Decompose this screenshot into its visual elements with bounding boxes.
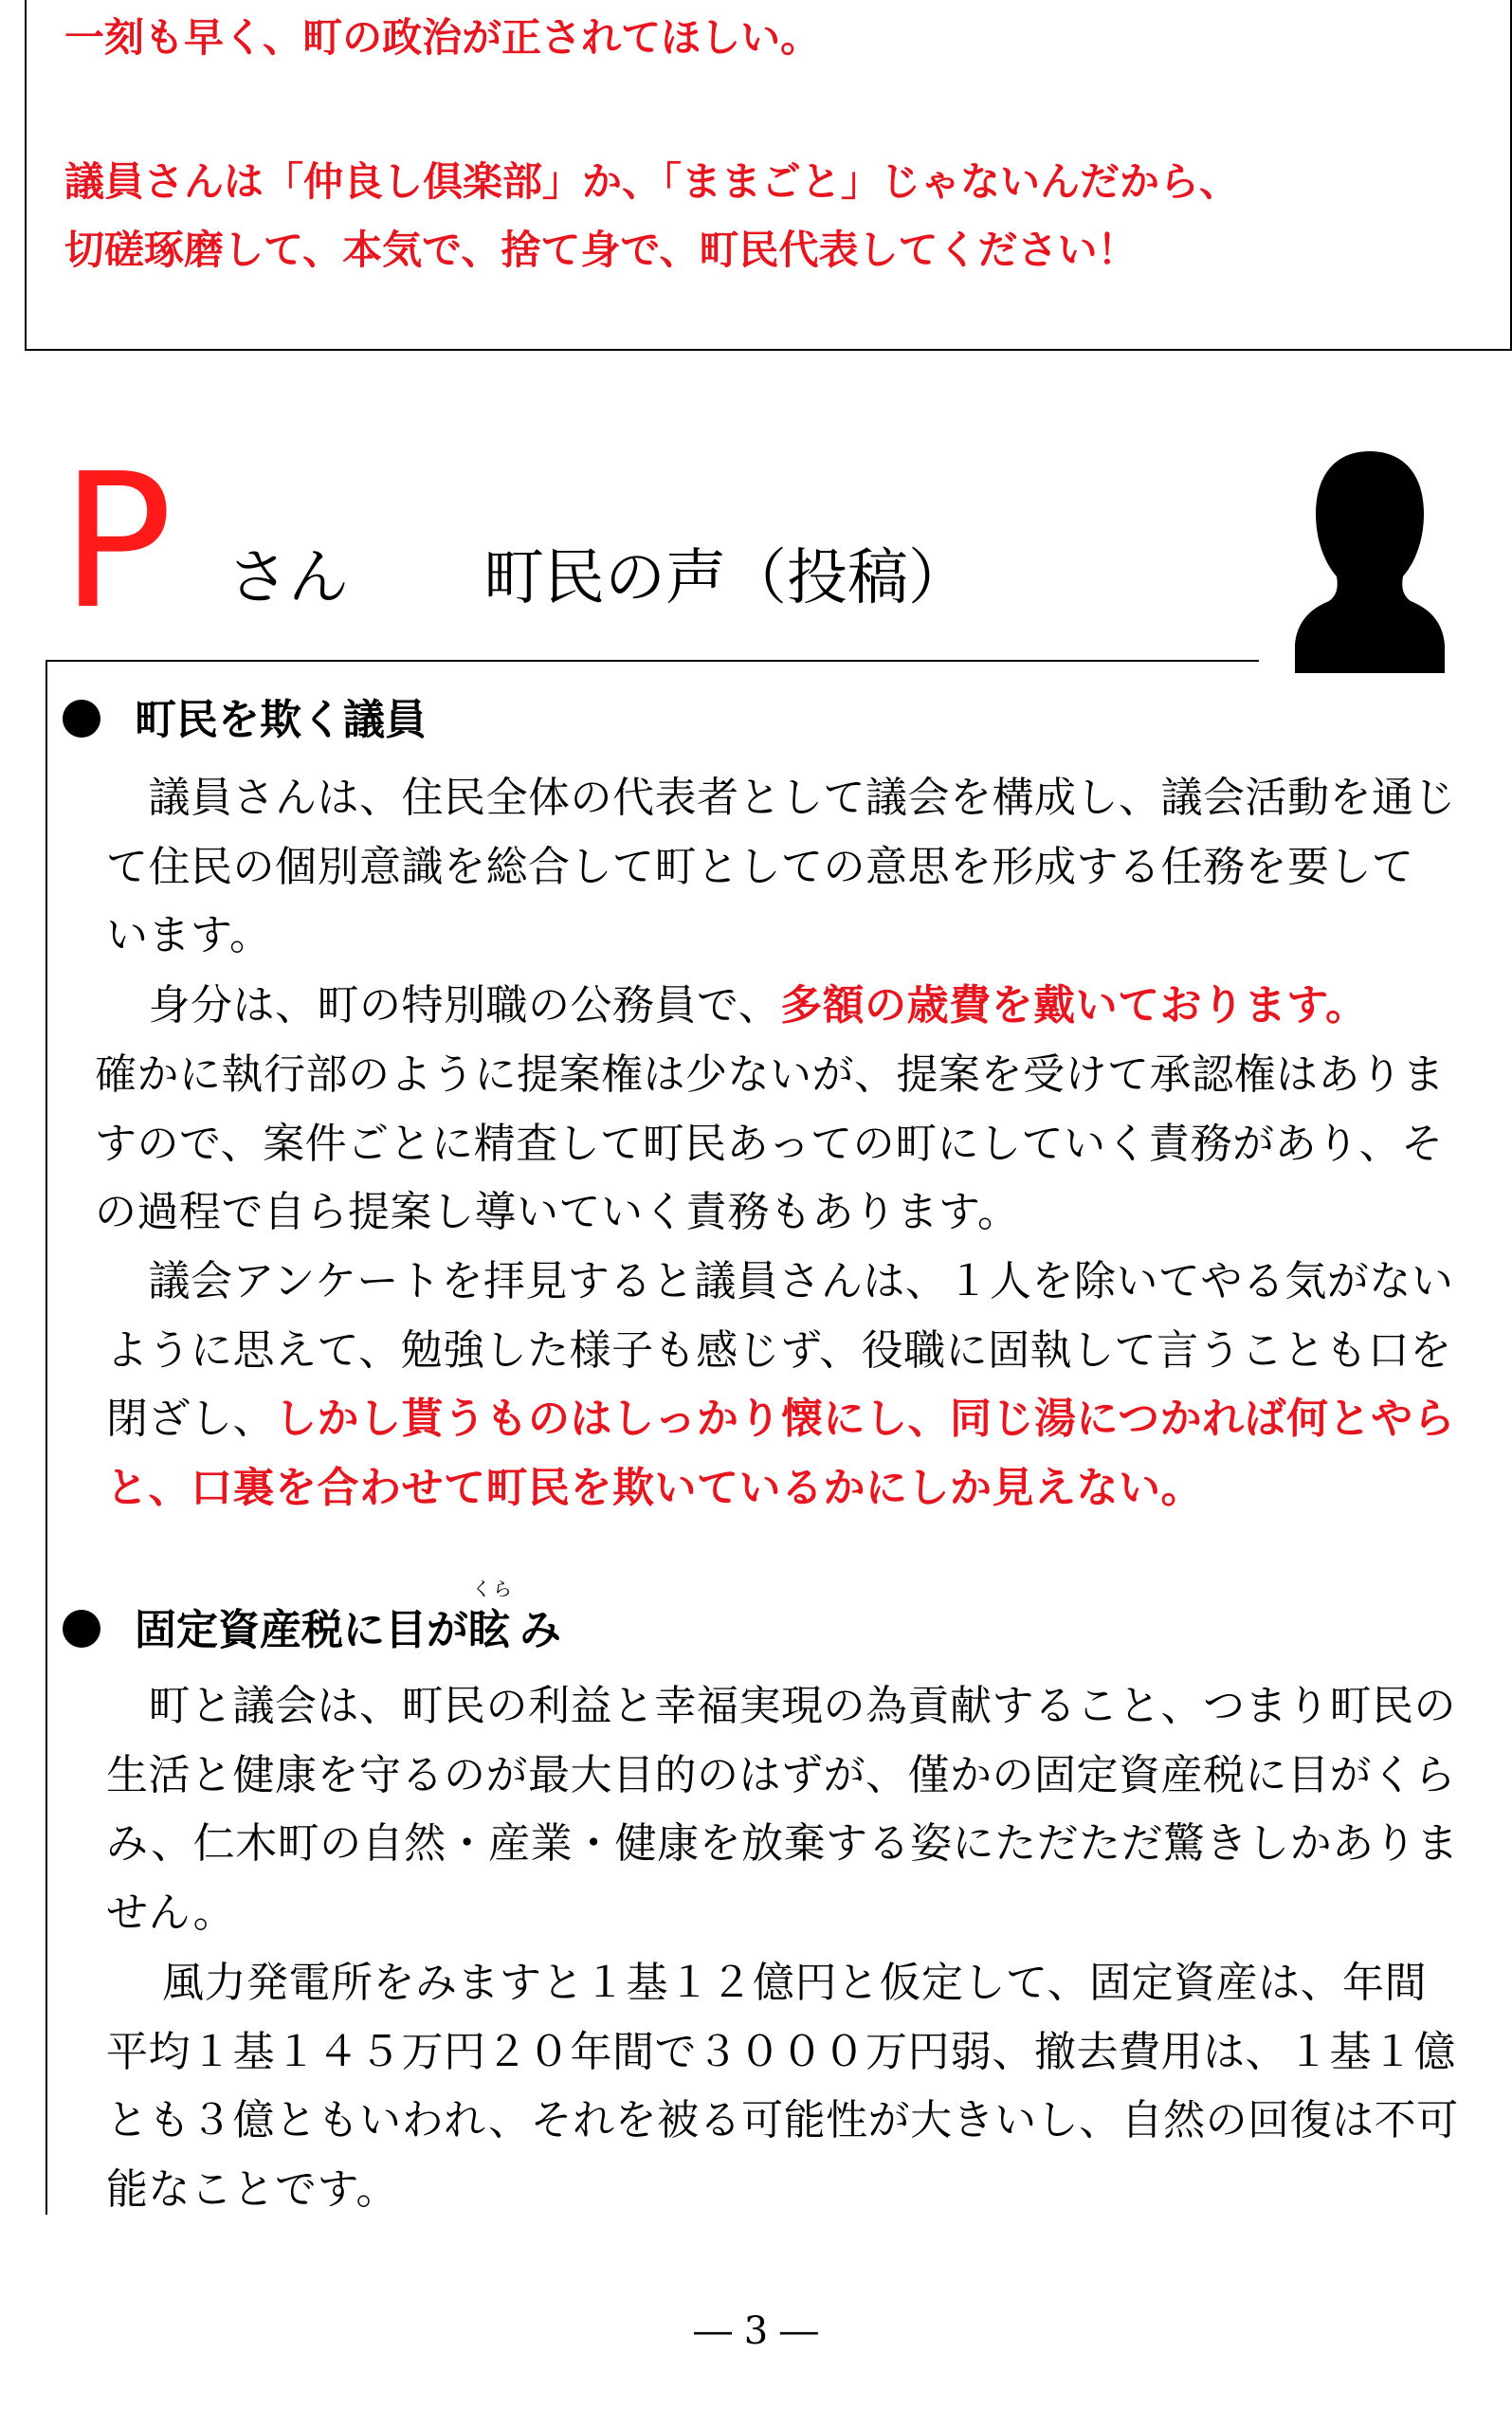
contributor-letter: P <box>61 434 173 650</box>
section2-heading <box>63 1578 561 1657</box>
section1-paragraph-4-text: 議会アンケートを拝見すると議員さんは、１人を除いてやる気がない ように思えて、勉強した様子も感じず、役職に固執して言うことも口を 閉ざし、 <box>106 1257 1454 1443</box>
page-number: ― 3 ― <box>694 2309 818 2353</box>
section2-heading-ruby: くら <box>472 1578 514 1600</box>
bullet-dot-icon <box>63 1610 100 1648</box>
section2-heading-text: 固定資産税に目が <box>135 1606 468 1654</box>
section2-paragraph-1: 町と議会は、町民の利益と幸福実現の為貢献すること、つまり町民の 生活と健康を守るのが最大目的のはずが、僅かの固定資産税に目がくら み、仁木町の自然・産業・健康を放棄する姿にただただ驚きしかありま せん。 <box>106 1682 1459 1937</box>
section1-paragraph-2 <box>106 972 1471 1041</box>
section1-paragraph-4-highlight: しかし貰うものはしっかり懐にし、同じ湯につかれば何とやら と、口裏を合わせて町民を欺いているかにしか見えない。 <box>106 1395 1456 1512</box>
section2-heading-suffix: み <box>519 1606 561 1654</box>
section2-paragraph-2: 風力発電所をみますと１基１２億円と仮定して、固定資産は、年間 平均１基１４５万円２０年間で３０００万円弱、撤去費用は、１基１億 とも３億ともいわれ、それを被る可能性が大きいし、自然の回復は不可 能なことです。 <box>106 1959 1459 2214</box>
section1-paragraph-2-highlight: 多額の歳費を戴いております。 <box>780 981 1368 1030</box>
section1-heading-text: 町民を欺く議員 <box>135 696 427 744</box>
section1-heading <box>63 694 427 747</box>
section1-paragraph-4 <box>106 1248 1471 1523</box>
contributor-honorific: さん <box>228 543 349 613</box>
section-title: 町民の声（投稿） <box>483 543 969 613</box>
bullet-dot-icon <box>63 700 100 738</box>
person-silhouette-icon <box>1289 446 1450 673</box>
top-message-line-2: 議員さんは「仲良し倶楽部」か、「ままごと」じゃないんだから、 <box>64 158 1240 205</box>
section1-paragraph-2-text: 身分は、町の特別職の公務員で、 <box>106 981 781 1030</box>
section2-heading-kanji-char: 眩 <box>468 1606 510 1654</box>
section1-paragraph-3: 確かに執行部のように提案権は少ないが、提案を受けて承認権はありま すので、案件ごとに精査して町民あっての町にしていく責務があり、そ の過程で自ら提案し導いていく責務もあります。 <box>95 1050 1445 1236</box>
top-message-line-1: 一刻も早く、町の政治が正されてほしい。 <box>64 14 821 61</box>
top-message-line-3: 切磋琢磨して、本気で、捨て身で、町民代表してください！ <box>64 227 1138 273</box>
section1-paragraph-1: 議員さんは、住民全体の代表者として議会を構成し、議会活動を通じ て住民の個別意識を総合して町としての意思を形成する任務を要して います。 <box>106 774 1456 959</box>
section2-heading-kanji <box>468 1578 514 1657</box>
